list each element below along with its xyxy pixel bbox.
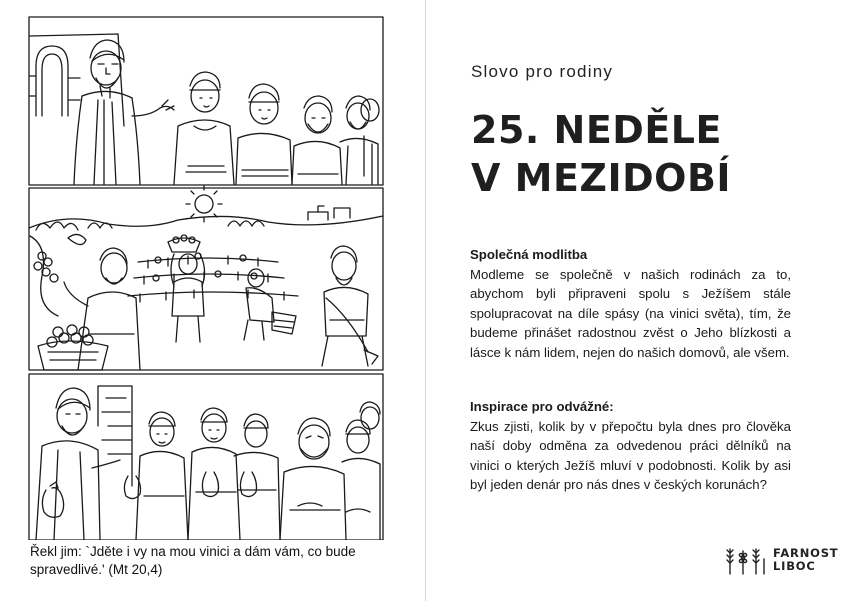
bible-verse-caption: Řekl jim: `Jděte i vy na mou vinici a dám vám, co bude spravedlivé.' (Mt 20,4) (30, 544, 356, 577)
title-line-1: 25. NEDĚLE (471, 108, 722, 152)
parish-name-line-2: LIBOC (773, 559, 816, 573)
panel-wages (29, 374, 383, 540)
parish-name (773, 547, 838, 573)
panel-hiring (29, 17, 383, 185)
page-title (471, 106, 731, 202)
panel-vineyard (29, 186, 383, 370)
coloring-illustration (28, 16, 384, 540)
prayer-text: Modleme se společně v našich rodinách za to, abychom byli připraveni spolu s Ježíšem stále spolupracovat na díle spásy (na vinici světa), tím, že budeme přinášet radostnou zvěst o Jeho blízkosti a lásce k nám lidem, nejen do našich domovů, ale všem. (470, 266, 791, 360)
right-page (426, 0, 850, 601)
leaflet-subtitle: Slovo pro rodiny (471, 62, 614, 81)
prayer-heading: Společná modlitba (470, 247, 588, 262)
inspiration-text: Zkus zjisti, kolik by v přepočtu byla dnes pro člověka naší doby odměna za odvedenou práci dělníků na vinici o kterých Ježíš mluví v podobnosti. Kolik by asi byl jeden denár pro nás dnes v českých korunách? (470, 418, 791, 493)
title-line-2: V MEZIDOBÍ (471, 156, 732, 200)
prayer-section (470, 245, 791, 363)
inspiration-section (470, 397, 791, 495)
wheat-and-grapes-icon (724, 545, 768, 575)
parish-logo (724, 545, 838, 575)
inspiration-heading: Inspirace pro odvážné: (470, 399, 614, 414)
parish-name-line-1: FARNOST (773, 546, 839, 560)
